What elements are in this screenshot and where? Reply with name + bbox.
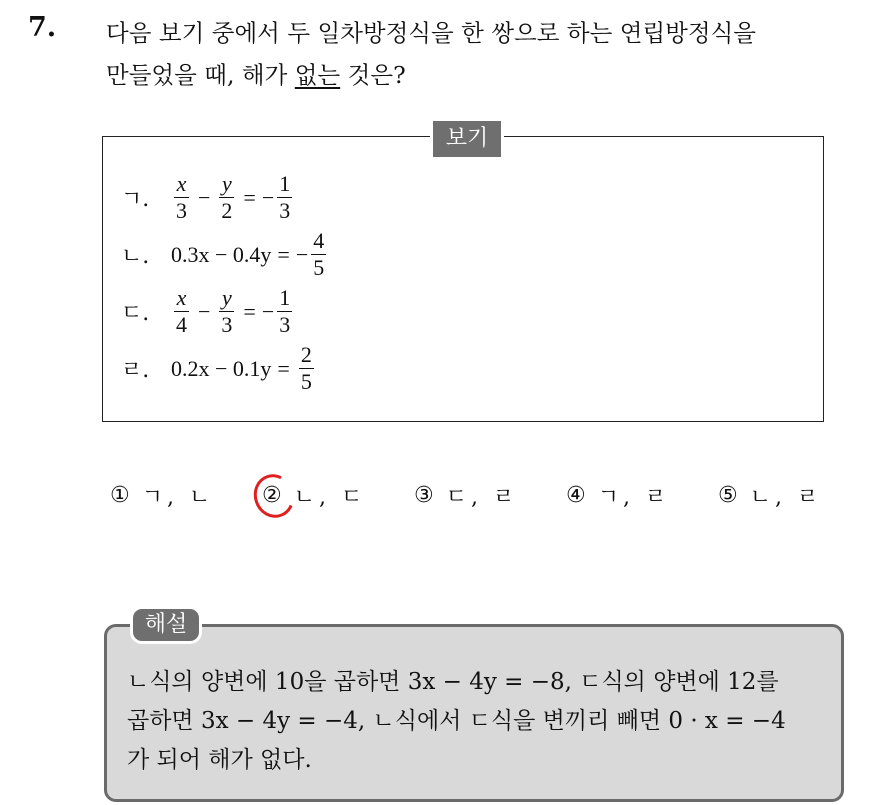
fraction: $\frac{x}{3}$ [176,171,187,223]
bogi-item-label: ㄷ. [121,301,150,326]
fraction: $\frac{1}{3}$ [279,285,291,337]
bogi-item-3 [121,283,329,340]
question-line-2-pre: 만들었을 때, 해가 [106,61,295,89]
choice-text: ㄱ, ㄴ [141,485,215,510]
question-line-2-post: 것은? [340,61,406,89]
choice-5[interactable] [718,480,822,511]
bogi-tag: 보기 [430,118,504,160]
sign: − [261,298,275,324]
choice-number: ② [262,483,282,508]
choice-3[interactable] [414,480,518,511]
choice-text: ㄴ, ㄹ [749,485,823,510]
question-line-2 [106,54,876,96]
question-number: 7. [28,12,57,43]
bogi-equation [171,344,317,393]
lhs: 0.2x − 0.1y [171,355,272,381]
fraction: $\frac{1}{3}$ [279,171,291,223]
choice-1[interactable] [110,480,214,511]
bogi-item-label: ㄹ. [121,358,150,383]
fraction: $\frac{y}{2}$ [221,171,233,223]
question-line-1: 다음 보기 중에서 두 일차방정식을 한 쌍으로 하는 연립방정식을 [106,19,756,47]
question-text [106,12,876,96]
lhs: 0.3x − 0.4y [171,241,272,267]
choice-number: ⑤ [718,483,738,508]
bogi-item-label: ㄱ. [121,187,150,212]
bogi-item-4 [121,340,329,397]
equals: = [243,298,256,324]
choice-4[interactable] [566,480,670,511]
operator: − [198,184,211,210]
fraction: $\frac{y}{3}$ [221,285,233,337]
choice-number: ④ [566,483,586,508]
bogi-item-1 [121,169,329,226]
fraction: $\frac{2}{5}$ [300,342,312,394]
choice-number: ③ [414,483,434,508]
choice-2[interactable] [262,480,366,511]
bogi-equation [171,173,295,222]
bogi-box [102,136,824,422]
explanation-text [127,663,827,780]
sign: − [295,241,309,267]
operator: − [198,298,211,324]
bogi-item-2 [121,226,329,283]
question-underlined-word: 없는 [294,61,341,89]
equals: = [277,355,290,381]
choice-text: ㄷ, ㄹ [445,485,519,510]
fraction: $\frac{x}{4}$ [176,285,187,337]
answer-circle-mark [248,468,301,523]
bogi-equation [171,230,329,279]
choice-text: ㄱ, ㄹ [597,485,671,510]
sign: − [261,184,275,210]
explanation-line-1: ㄴ식의 양변에 10을 곱하면 3x − 4y = −8, ㄷ식의 양변에 12를 [127,669,779,695]
choice-number: ① [110,483,130,508]
bogi-list [121,169,329,397]
equals: = [243,184,256,210]
choice-text: ㄴ, ㄷ [293,485,367,510]
explanation-line-3: 가 되어 해가 없다. [127,747,312,773]
explanation-line-2: 곱하면 3x − 4y = −4, ㄴ식에서 ㄷ식을 변끼리 빼면 0 · x = −4 [127,708,786,734]
equals: = [277,241,290,267]
bogi-equation [171,287,295,336]
bogi-item-label: ㄴ. [121,244,150,269]
explanation-box [104,624,844,802]
explanation-tag: 해설 [130,606,202,644]
fraction: $\frac{4}{5}$ [313,228,325,280]
